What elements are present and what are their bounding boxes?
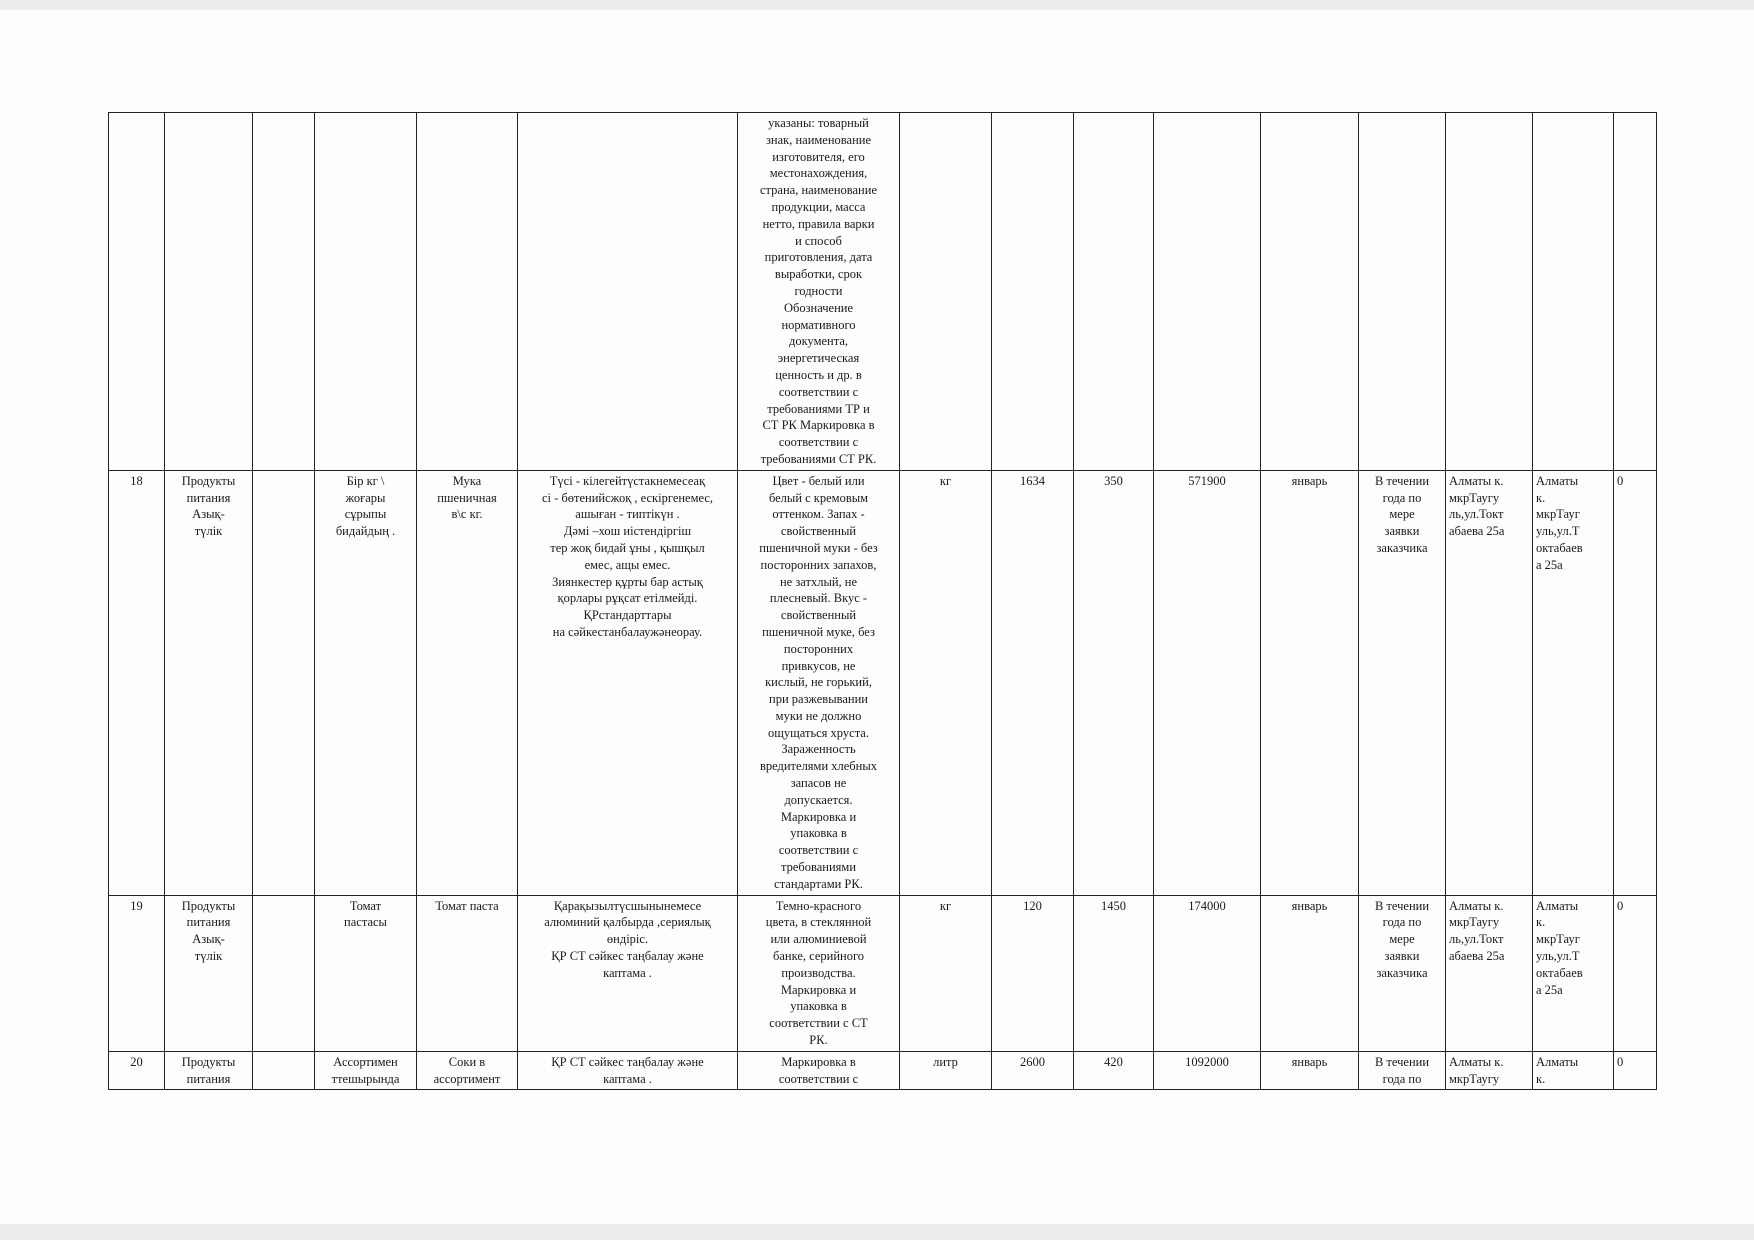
cell-month: январь (1261, 1051, 1359, 1090)
cell-spec-ru: Маркировка в соответствии с (738, 1051, 900, 1090)
cell-price (1074, 113, 1154, 471)
cell-address2: Алматы к. мкрТауг уль,ул.Т октабаев а 25а (1533, 895, 1614, 1051)
cell-spec-kz (518, 113, 738, 471)
cell-no (109, 113, 165, 471)
cell-category (165, 113, 253, 471)
cell-month: январь (1261, 470, 1359, 895)
cell-advance: 0 (1614, 895, 1657, 1051)
cell-address1 (1446, 113, 1533, 471)
cell-address2: Алматы к. (1533, 1051, 1614, 1090)
cell-name-kz (315, 113, 417, 471)
cell-no: 20 (109, 1051, 165, 1090)
cell-blank (253, 1051, 315, 1090)
cell-unit: кг (900, 895, 992, 1051)
cell-address1: Алматы к. мкрТаугу (1446, 1051, 1533, 1090)
continuation-text: указаны: товарный знак, наименование изготовителя, его местонахождения, страна, наименование продукции, масса нетто, правила варки и способ приготовления, дата выработки, срок годности Обозначение нормативного документа, энергетическая ценность и др. в соответствии с требованиями ТР и СТ РК Маркировка в соответствии с требованиями СТ РК. (760, 116, 877, 466)
cell-sum: 571900 (1154, 470, 1261, 895)
cell-month (1261, 113, 1359, 471)
cell-blank (253, 470, 315, 895)
cell-name-kz: Бір кг \ жоғары сұрыпы бидайдың . (315, 470, 417, 895)
cell-term: В течении года по (1359, 1051, 1446, 1090)
cell-qty: 1634 (992, 470, 1074, 895)
cell-spec-ru: Темно-красного цвета, в стеклянной или алюминиевой банке, серийного производства. Маркировка и упаковка в соответствии с СТ РК. (738, 895, 900, 1051)
cell-name-ru: Соки в ассортимент (417, 1051, 518, 1090)
cell-no: 18 (109, 470, 165, 895)
cell-blank (253, 895, 315, 1051)
cell-name-ru (417, 113, 518, 471)
cell-address2 (1533, 113, 1614, 471)
cell-sum (1154, 113, 1261, 471)
table-row (109, 895, 1657, 1051)
cell-price: 1450 (1074, 895, 1154, 1051)
cell-category: Продукты питания Азық- түлік (165, 470, 253, 895)
cell-spec-kz: Қарақызылтүсшынынемесе алюминий қалбырда ,сериялық өндіріс. ҚР СТ сәйкес таңбалау және каптама . (518, 895, 738, 1051)
cell-address1: Алматы к. мкрТаугу ль,ул.Токт абаева 25а (1446, 470, 1533, 895)
cell-qty: 2600 (992, 1051, 1074, 1090)
cell-category: Продукты питания (165, 1051, 253, 1090)
cell-no: 19 (109, 895, 165, 1051)
cell-advance: 0 (1614, 1051, 1657, 1090)
cell-name-ru: Томат паста (417, 895, 518, 1051)
cell-unit (900, 113, 992, 471)
cell-price: 420 (1074, 1051, 1154, 1090)
procurement-table (108, 112, 1657, 1090)
cell-term (1359, 113, 1446, 471)
cell-advance (1614, 113, 1657, 471)
cell-address1: Алматы к. мкрТаугу ль,ул.Токт абаева 25а (1446, 895, 1533, 1051)
cell-blank (253, 113, 315, 471)
cell-spec-ru (738, 113, 900, 471)
cell-sum: 1092000 (1154, 1051, 1261, 1090)
cell-price: 350 (1074, 470, 1154, 895)
cell-name-kz: Ассортимен ттешырында (315, 1051, 417, 1090)
cell-name-ru: Мука пшеничная в\с кг. (417, 470, 518, 895)
cell-spec-kz: Түсі - кілегейтүстакнемесеақ сі - бөтенийсжоқ , ескіргенемес, ашыған - типтікүн . Дәмі –хош иістендіргіш тер жоқ бидай ұны , қышқыл емес, ащы емес. Зиянкестер құрты бар астық қорлары рұқсат етілмейді. ҚРстандарттары на сәйкестанбалаужәнеорау. (518, 470, 738, 895)
cell-unit: литр (900, 1051, 992, 1090)
scan-top-edge (0, 0, 1754, 10)
table-row (109, 1051, 1657, 1090)
cell-advance: 0 (1614, 470, 1657, 895)
cell-spec-kz: ҚР СТ сәйкес таңбалау және каптама . (518, 1051, 738, 1090)
cell-address2: Алматы к. мкрТауг уль,ул.Т октабаев а 25а (1533, 470, 1614, 895)
cell-term: В течении года по мере заявки заказчика (1359, 895, 1446, 1051)
scan-bottom-edge (0, 1224, 1754, 1240)
cell-qty (992, 113, 1074, 471)
cell-sum: 174000 (1154, 895, 1261, 1051)
cell-month: январь (1261, 895, 1359, 1051)
continuation-row (109, 113, 1657, 471)
cell-unit: кг (900, 470, 992, 895)
cell-spec-ru: Цвет - белый или белый с кремовым оттенком. Запах - свойственный пшеничной муки - без посторонних запахов, не затхлый, не плесневый. Вкус - свойственный пшеничной муке, без посторонних привкусов, не кислый, не горький, при разжевывании муки не должно ощущаться хруста. Зараженность вредителями хлебных запасов не допускается. Маркировка и упаковка в соответствии с требованиями стандартами РК. (738, 470, 900, 895)
cell-category: Продукты питания Азық- түлік (165, 895, 253, 1051)
cell-name-kz: Томат пастасы (315, 895, 417, 1051)
cell-term: В течении года по мере заявки заказчика (1359, 470, 1446, 895)
cell-qty: 120 (992, 895, 1074, 1051)
table-row (109, 470, 1657, 895)
